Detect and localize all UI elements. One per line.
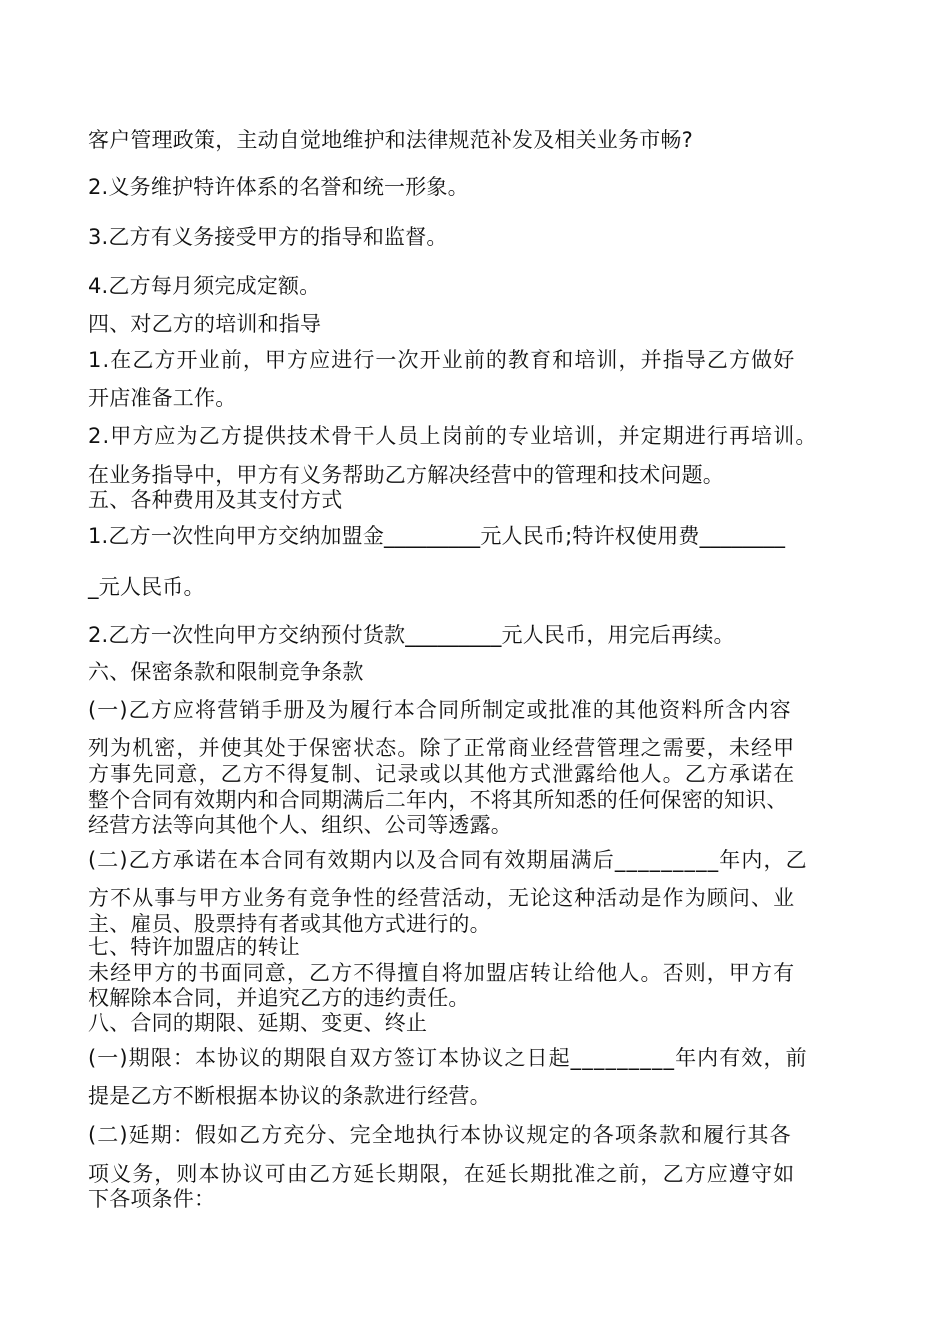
paragraph-line: (二)乙方承诺在本合同有效期内以及合同有效期届满后_________年内，乙: [88, 848, 808, 872]
paragraph-line: 项义务，则本协议可由乙方延长期限，在延长期批准之前，乙方应遵守如: [88, 1162, 796, 1186]
paragraph-line: 列为机密，并使其处于保密状态。除了正常商业经营管理之需要，未经甲: [88, 736, 796, 760]
section-heading: 七、特许加盟店的转让: [88, 935, 300, 959]
paragraph-line: 客户管理政策，主动自觉地维护和法律规范补发及相关业务市畅?: [88, 128, 693, 152]
paragraph-line: 2.乙方一次性向甲方交纳预付货款_________元人民币，用完后再续。: [88, 623, 735, 647]
section-heading: 六、保密条款和限制竞争条款: [88, 660, 364, 684]
paragraph-line: 整个合同有效期内和合同期满后二年内，不将其所知悉的任何保密的知识、: [88, 788, 788, 812]
paragraph-line: 1.在乙方开业前，甲方应进行一次开业前的教育和培训，并指导乙方做好: [88, 348, 796, 372]
paragraph-line: 3.乙方有义务接受甲方的指导和监督。: [88, 225, 448, 249]
paragraph-line: 4.乙方每月须完成定额。: [88, 274, 321, 298]
paragraph-line: 方事先同意，乙方不得复制、记录或以其他方式泄露给他人。乙方承诺在: [88, 762, 796, 786]
section-heading: 五、各种费用及其支付方式: [88, 488, 343, 512]
paragraph-line: 未经甲方的书面同意，乙方不得擅自将加盟店转让给他人。否则，甲方有: [88, 961, 796, 985]
section-heading: 八、合同的期限、延期、变更、终止: [88, 1011, 428, 1035]
paragraph-line: 2.甲方应为乙方提供技术骨干人员上岗前的专业培训，并定期进行再培训。: [88, 424, 818, 448]
section-heading: 四、对乙方的培训和指导: [88, 312, 322, 336]
paragraph-line: (一)期限：本协议的期限自双方签订本协议之日起_________年内有效，前: [88, 1046, 808, 1070]
paragraph-line: 方不从事与甲方业务有竞争性的经营活动，无论这种活动是作为顾问、业: [88, 886, 796, 910]
paragraph-line: _元人民币。: [88, 575, 205, 599]
paragraph-line: 2.义务维护特许体系的名誉和统一形象。: [88, 175, 469, 199]
paragraph-line: 权解除本合同，并追究乙方的违约责任。: [88, 986, 470, 1010]
paragraph-line: (一)乙方应将营销手册及为履行本合同所制定或批准的其他资料所含内容: [88, 698, 792, 722]
paragraph-line: 提是乙方不断根据本协议的条款进行经营。: [88, 1084, 491, 1108]
paragraph-line: 1.乙方一次性向甲方交纳加盟金_________元人民币;特许权使用费________: [88, 524, 786, 548]
paragraph-line: 下各项条件：: [88, 1187, 216, 1211]
paragraph-line: (二)延期：假如乙方充分、完全地执行本协议规定的各项条款和履行其各: [88, 1123, 792, 1147]
paragraph-line: 开店准备工作。: [88, 386, 237, 410]
paragraph-line: 主、雇员、股票持有者或其他方式进行的。: [88, 912, 491, 936]
paragraph-line: 在业务指导中，甲方有义务帮助乙方解决经营中的管理和技术问题。: [88, 463, 724, 487]
paragraph-line: 经营方法等向其他个人、组织、公司等透露。: [88, 813, 512, 837]
